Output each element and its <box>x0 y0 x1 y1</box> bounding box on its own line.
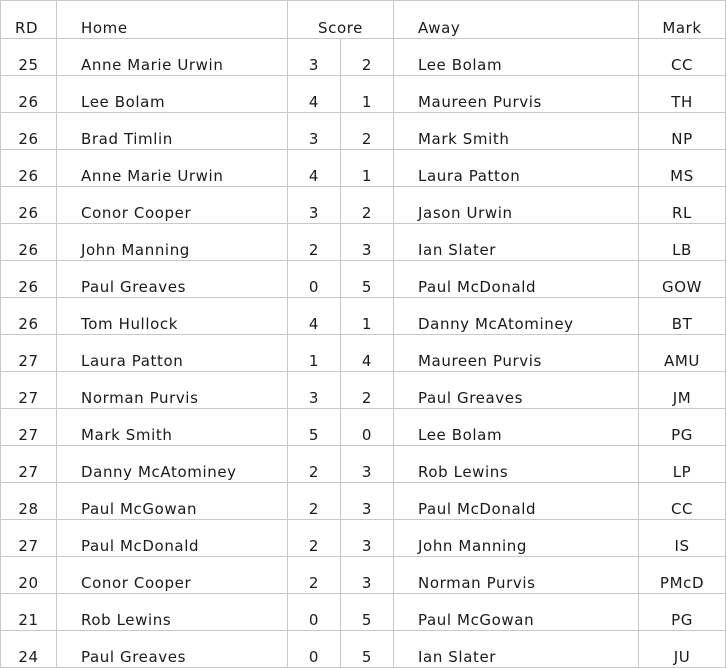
marker-cell: PG <box>639 594 726 631</box>
away-player-cell: Rob Lewins <box>394 446 639 483</box>
away-score-cell: 3 <box>341 483 394 520</box>
header-score: Score <box>288 1 394 39</box>
round-cell: 21 <box>1 594 57 631</box>
marker-cell: RL <box>639 187 726 224</box>
away-score-cell: 5 <box>341 631 394 668</box>
table-row <box>1 39 726 76</box>
home-player-cell: Paul McDonald <box>57 520 288 557</box>
header-mark: Mark <box>639 1 726 39</box>
table-row <box>1 76 726 113</box>
home-player-cell: Anne Marie Urwin <box>57 39 288 76</box>
marker-cell: TH <box>639 76 726 113</box>
header-row <box>1 1 726 39</box>
home-player-cell: Conor Cooper <box>57 187 288 224</box>
round-cell: 26 <box>1 224 57 261</box>
home-score-cell: 3 <box>288 187 341 224</box>
round-cell: 25 <box>1 39 57 76</box>
marker-cell: AMU <box>639 335 726 372</box>
home-player-cell: Laura Patton <box>57 335 288 372</box>
table-row <box>1 631 726 668</box>
header-away: Away <box>394 1 639 39</box>
home-score-cell: 3 <box>288 372 341 409</box>
away-player-cell: Lee Bolam <box>394 409 639 446</box>
table-row <box>1 150 726 187</box>
table-row <box>1 483 726 520</box>
away-score-cell: 2 <box>341 372 394 409</box>
marker-cell: PG <box>639 409 726 446</box>
home-score-cell: 5 <box>288 409 341 446</box>
away-score-cell: 3 <box>341 520 394 557</box>
home-score-cell: 0 <box>288 261 341 298</box>
away-player-cell: Paul McDonald <box>394 261 639 298</box>
marker-cell: IS <box>639 520 726 557</box>
away-player-cell: Lee Bolam <box>394 39 639 76</box>
marker-cell: CC <box>639 39 726 76</box>
home-score-cell: 4 <box>288 150 341 187</box>
round-cell: 27 <box>1 446 57 483</box>
away-player-cell: Jason Urwin <box>394 187 639 224</box>
away-score-cell: 0 <box>341 409 394 446</box>
home-player-cell: Danny McAtominey <box>57 446 288 483</box>
table-row <box>1 113 726 150</box>
marker-cell: MS <box>639 150 726 187</box>
home-score-cell: 3 <box>288 39 341 76</box>
round-cell: 20 <box>1 557 57 594</box>
away-player-cell: Laura Patton <box>394 150 639 187</box>
away-score-cell: 2 <box>341 39 394 76</box>
home-player-cell: Lee Bolam <box>57 76 288 113</box>
home-player-cell: Conor Cooper <box>57 557 288 594</box>
home-score-cell: 3 <box>288 113 341 150</box>
table-row <box>1 372 726 409</box>
away-player-cell: Maureen Purvis <box>394 335 639 372</box>
home-player-cell: Norman Purvis <box>57 372 288 409</box>
round-cell: 27 <box>1 520 57 557</box>
away-player-cell: Ian Slater <box>394 631 639 668</box>
table-row <box>1 187 726 224</box>
away-score-cell: 3 <box>341 224 394 261</box>
header-home: Home <box>57 1 288 39</box>
away-score-cell: 5 <box>341 594 394 631</box>
round-cell: 27 <box>1 335 57 372</box>
table-row <box>1 261 726 298</box>
marker-cell: JM <box>639 372 726 409</box>
header-rd: RD <box>1 1 57 39</box>
marker-cell: PMcD <box>639 557 726 594</box>
marker-cell: GOW <box>639 261 726 298</box>
away-score-cell: 3 <box>341 446 394 483</box>
away-player-cell: Norman Purvis <box>394 557 639 594</box>
table-row <box>1 557 726 594</box>
away-score-cell: 1 <box>341 150 394 187</box>
marker-cell: BT <box>639 298 726 335</box>
round-cell: 24 <box>1 631 57 668</box>
home-player-cell: Paul McGowan <box>57 483 288 520</box>
home-player-cell: Mark Smith <box>57 409 288 446</box>
away-player-cell: Danny McAtominey <box>394 298 639 335</box>
away-player-cell: John Manning <box>394 520 639 557</box>
home-score-cell: 2 <box>288 483 341 520</box>
table-row <box>1 298 726 335</box>
home-player-cell: Brad Timlin <box>57 113 288 150</box>
round-cell: 28 <box>1 483 57 520</box>
round-cell: 26 <box>1 298 57 335</box>
home-score-cell: 2 <box>288 557 341 594</box>
table-row <box>1 446 726 483</box>
away-player-cell: Mark Smith <box>394 113 639 150</box>
away-score-cell: 1 <box>341 76 394 113</box>
home-score-cell: 4 <box>288 298 341 335</box>
round-cell: 26 <box>1 261 57 298</box>
away-player-cell: Paul Greaves <box>394 372 639 409</box>
marker-cell: LP <box>639 446 726 483</box>
marker-cell: JU <box>639 631 726 668</box>
round-cell: 27 <box>1 409 57 446</box>
away-score-cell: 2 <box>341 187 394 224</box>
marker-cell: CC <box>639 483 726 520</box>
home-player-cell: Anne Marie Urwin <box>57 150 288 187</box>
round-cell: 27 <box>1 372 57 409</box>
home-score-cell: 4 <box>288 76 341 113</box>
round-cell: 26 <box>1 187 57 224</box>
home-score-cell: 2 <box>288 520 341 557</box>
round-cell: 26 <box>1 76 57 113</box>
away-score-cell: 5 <box>341 261 394 298</box>
table-row <box>1 335 726 372</box>
marker-cell: NP <box>639 113 726 150</box>
table-row <box>1 409 726 446</box>
home-score-cell: 0 <box>288 631 341 668</box>
marker-cell: LB <box>639 224 726 261</box>
table-row <box>1 594 726 631</box>
away-score-cell: 4 <box>341 335 394 372</box>
results-body <box>1 39 726 668</box>
home-score-cell: 1 <box>288 335 341 372</box>
away-score-cell: 1 <box>341 298 394 335</box>
home-score-cell: 2 <box>288 224 341 261</box>
table-row <box>1 520 726 557</box>
table-row <box>1 224 726 261</box>
home-score-cell: 2 <box>288 446 341 483</box>
home-player-cell: Paul Greaves <box>57 631 288 668</box>
home-score-cell: 0 <box>288 594 341 631</box>
home-player-cell: John Manning <box>57 224 288 261</box>
home-player-cell: Rob Lewins <box>57 594 288 631</box>
round-cell: 26 <box>1 150 57 187</box>
away-player-cell: Maureen Purvis <box>394 76 639 113</box>
away-score-cell: 2 <box>341 113 394 150</box>
home-player-cell: Tom Hullock <box>57 298 288 335</box>
away-player-cell: Paul McDonald <box>394 483 639 520</box>
round-cell: 26 <box>1 113 57 150</box>
home-player-cell: Paul Greaves <box>57 261 288 298</box>
away-score-cell: 3 <box>341 557 394 594</box>
away-player-cell: Paul McGowan <box>394 594 639 631</box>
away-player-cell: Ian Slater <box>394 224 639 261</box>
